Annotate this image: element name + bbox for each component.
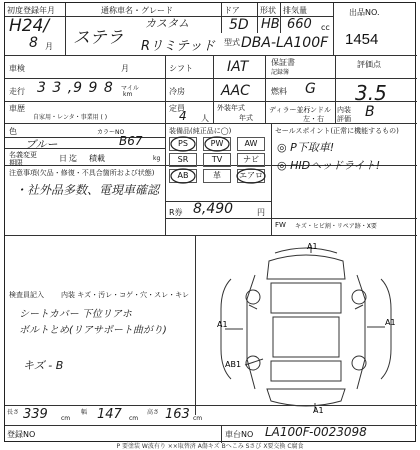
kg-unit: kg [153, 155, 161, 162]
exterior-year-label: 外装年式 [217, 104, 245, 112]
history-options: 自家用・レンタ・事業用 ( ) [33, 114, 108, 121]
car-damage-diagram [195, 239, 417, 415]
equipment-sr: SR [169, 153, 197, 167]
door-value: 5D [229, 17, 249, 33]
cc-unit: cc [321, 23, 330, 32]
height-value: 163 [165, 407, 190, 422]
damage-mark-rear: A1 [313, 406, 324, 415]
inspector-note-2: ボルトとめ(リアサポート曲がり) [19, 325, 167, 336]
height-unit: cm [193, 415, 203, 422]
person-unit: 人 [201, 114, 209, 123]
interior-value: B [365, 104, 375, 120]
deadline-label: 迄 [69, 154, 77, 163]
capacity-label: 定員 [169, 104, 185, 113]
chassis-no-value: LA100F-0023098 [265, 425, 367, 439]
equipment-title: 装備品(純正品に◯) [169, 127, 232, 135]
capacity-value: 4 [179, 109, 187, 123]
aircon-label: 冷房 [169, 87, 185, 96]
interior-label: 内装 [337, 106, 351, 114]
model-type-label: 型式 [224, 38, 240, 47]
price-unit: 円 [257, 208, 265, 217]
month-unit: 月 [45, 42, 53, 51]
shift-label: シフト [169, 64, 193, 73]
model-name: ステラ [73, 28, 124, 48]
damage-mark-left-rear: AB1 [225, 360, 242, 369]
sales-points-title: セールスポイント(正常に機能するもの) [275, 127, 399, 135]
model-year-label: 年式 [239, 114, 253, 122]
damage-mark-right: A1 [385, 318, 396, 327]
sales-point-1: ◎ P下取車! [277, 141, 335, 154]
door-label: ドア [224, 6, 240, 15]
width-label: 幅 [81, 409, 88, 416]
name-grade-label: 通称車名・グレード [101, 6, 173, 15]
length-label: 長さ [7, 409, 20, 416]
shape-label: 形状 [260, 6, 276, 15]
mile-unit: マイル [121, 85, 139, 92]
equipment-circle-marks [169, 133, 269, 189]
damage-mark-left: A1 [217, 320, 228, 329]
dealer-label: ディラー並行 [269, 106, 311, 114]
fw-label: FW [275, 221, 286, 229]
notes-text: ・社外品多数、電現車確認 [15, 183, 160, 197]
equipment-pw: PW [203, 137, 231, 151]
damage-mark-front: A1 [307, 242, 318, 251]
name-change-label: 名義変更 [9, 151, 37, 159]
day-unit: 日 [59, 154, 67, 163]
loading-label: 積載 [89, 154, 105, 163]
equipment-aero: エアロ [237, 169, 265, 183]
mileage-value: 3 3 ,9 9 8 [37, 80, 114, 96]
equipment-navi: ナビ [237, 153, 265, 167]
notes-title: 注意事項(欠品・修復・不具合箇所および状態) [9, 169, 155, 177]
damage-legend: P 要塗装 W波有り ××取替済 A傷キズ Bへこみ Sさび X要交換 C腐食 [116, 443, 304, 450]
handle-label: ハンドル [303, 106, 331, 114]
shaken-label: 車検 [9, 64, 25, 73]
color-no-label: カラーNO [97, 129, 125, 136]
warranty-label: 保証書 [271, 58, 295, 67]
shape-value: HB [261, 17, 280, 32]
width-value: 147 [97, 407, 122, 422]
handle-value: 左・右 [303, 115, 324, 123]
equipment-aw: AW [237, 137, 265, 151]
inspector-title: 検査員記入 [9, 291, 44, 299]
auction-sheet [4, 2, 416, 442]
grade-bottom: Rリミテッド [141, 39, 216, 54]
mileage-label: 走行 [9, 87, 25, 96]
first-registration-year: H24/ [9, 16, 50, 36]
first-registration-label: 初度登録年月 [7, 6, 55, 15]
first-registration-month: 8 [29, 35, 38, 51]
history-label: 車歴 [9, 104, 25, 113]
inspector-categories: 内装 キズ・汚レ・コゲ・穴・スレ・キレ [61, 291, 190, 299]
color-label: 色 [9, 127, 17, 136]
width-unit: cm [129, 415, 139, 422]
equipment-tv: TV [203, 153, 231, 167]
fw-note: キズ・ヒビ割・リペア跡・X要 [295, 223, 377, 230]
inspector-note-1: シートカバー 下位リアホ [19, 309, 132, 320]
km-unit: km [123, 91, 133, 98]
height-label: 高さ [147, 409, 160, 416]
score-label: 評価点 [357, 60, 381, 69]
period-label: 期限 [9, 159, 23, 167]
displacement-value: 660 [287, 17, 312, 32]
length-value: 339 [23, 407, 48, 422]
interior-sub-label: 評価 [337, 115, 351, 123]
fuel-value: G [305, 81, 316, 97]
lot-number: 1454 [345, 31, 379, 48]
fuel-label: 燃料 [271, 87, 287, 96]
aircon-value: AAC [221, 83, 250, 99]
record-label: 記録簿 [271, 69, 290, 76]
equipment-ps: PS [169, 137, 197, 151]
shift-value: IAT [227, 59, 249, 75]
grade-top: カスタム [145, 17, 189, 30]
lot-number-label: 出品NO. [349, 8, 380, 17]
length-unit: cm [61, 415, 71, 422]
shaken-month-unit: 月 [121, 64, 129, 73]
price-label: R券 [169, 208, 183, 217]
price-value: 8,490 [193, 201, 234, 217]
displacement-label: 排気量 [283, 6, 307, 15]
inspector-note-3: キズ - B [23, 359, 64, 372]
color-value: ブルー [25, 138, 58, 151]
chassis-no-label: 車台NO [225, 430, 254, 439]
registration-no-label: 登録NO [7, 430, 36, 439]
score-value: 3.5 [355, 81, 387, 105]
model-type-value: DBA-LA100F [241, 35, 329, 51]
equipment-leather: 革 [203, 169, 231, 183]
equipment-ab: AB [169, 169, 197, 183]
sales-point-2: ◎ HIDヘッドライト! [277, 159, 381, 172]
color-no-value: B67 [119, 134, 143, 148]
